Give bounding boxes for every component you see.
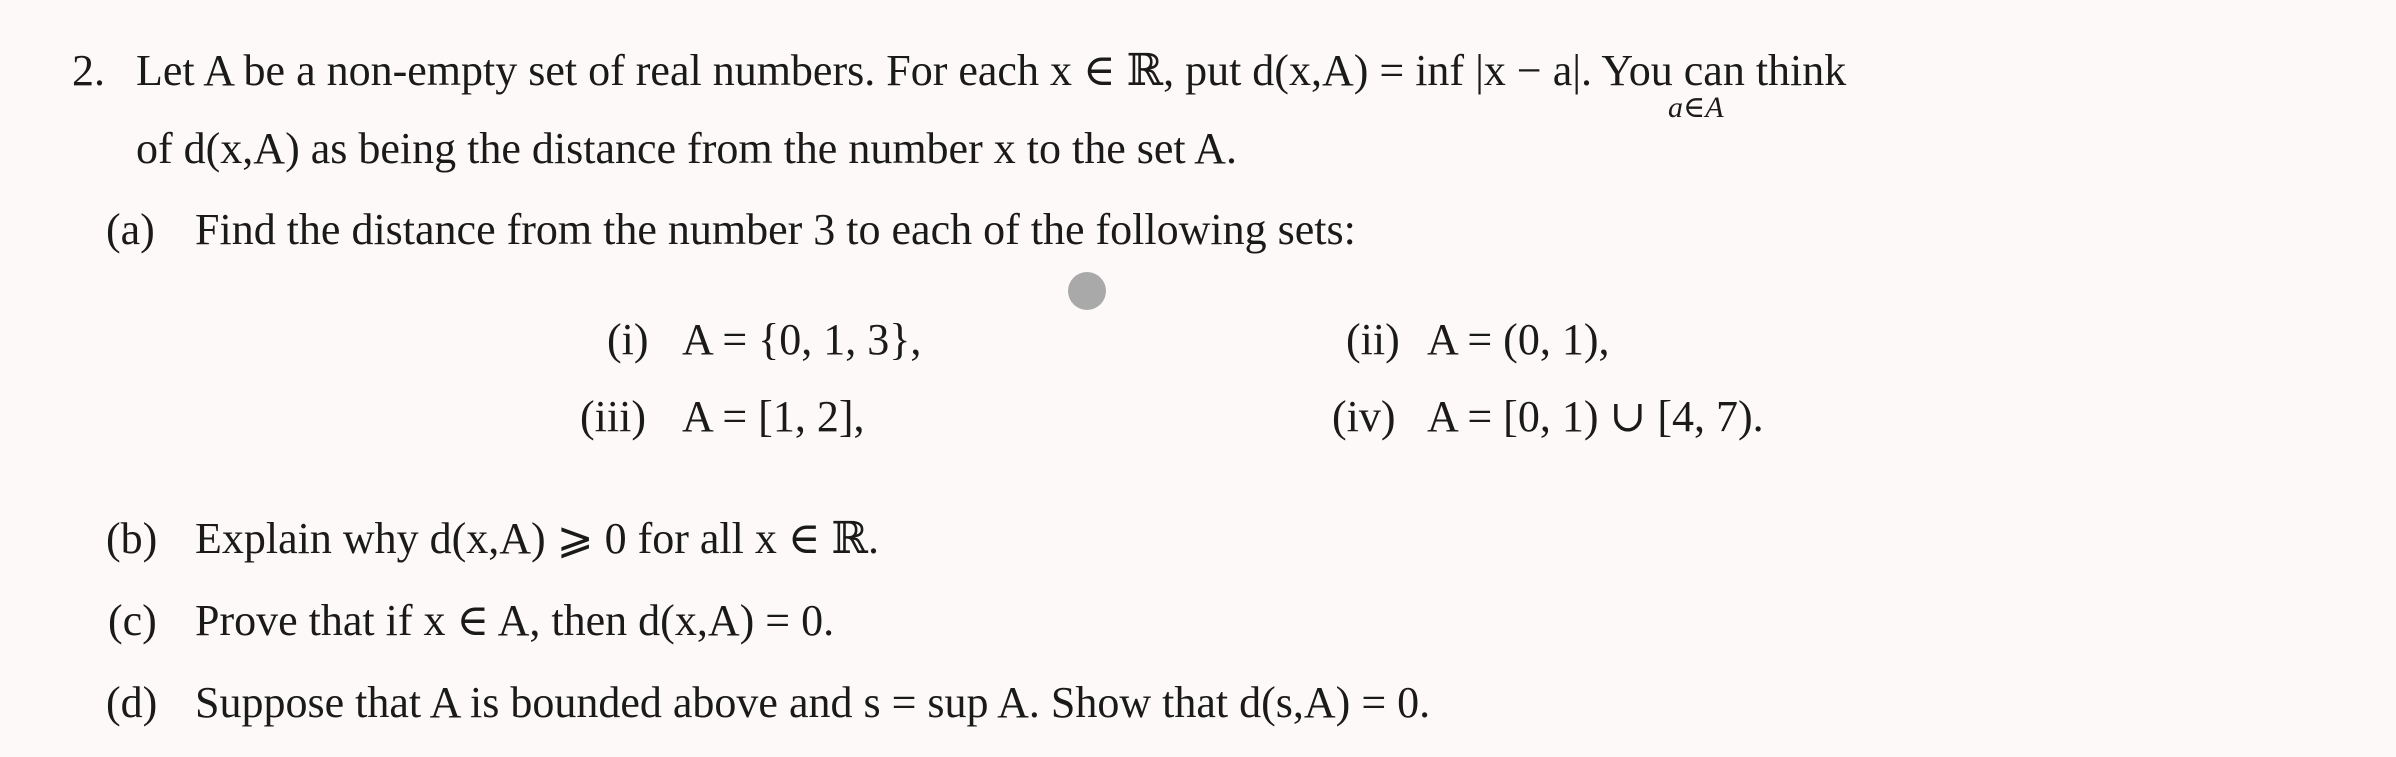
item-ii-label: (ii) (1346, 315, 1400, 364)
cursor-dot (1068, 272, 1106, 310)
part-c-label: (c) (108, 596, 157, 645)
part-d-label: (d) (106, 678, 158, 727)
part-b-label: (b) (106, 514, 158, 563)
item-i-expr: A = {0, 1, 3}, (682, 315, 922, 364)
item-iii-label: (iii) (580, 392, 646, 441)
problem-number: 2. (72, 46, 105, 95)
part-c-text: Prove that if x ∈ A, then d(x,A) = 0. (195, 596, 835, 645)
part-b-text: Explain why d(x,A) ⩾ 0 for all x ∈ ℝ. (195, 514, 879, 563)
intro-line-2: of d(x,A) as being the distance from the number x to the set A. (136, 124, 1237, 173)
item-i-label: (i) (607, 315, 649, 364)
part-a-text: Find the distance from the number 3 to each of the following sets: (195, 205, 1356, 254)
intro-line-1: Let A be a non-empty set of real numbers. For each x ∈ ℝ, put d(x,A) = inf |x − a|. You can think (136, 46, 1847, 95)
part-d-text: Suppose that A is bounded above and s = sup A. Show that d(s,A) = 0. (195, 678, 1431, 727)
item-iii-expr: A = [1, 2], (682, 392, 865, 441)
item-ii-expr: A = (0, 1), (1427, 315, 1610, 364)
inf-subscript: a∈A (1668, 91, 1724, 124)
part-a-label: (a) (106, 205, 155, 254)
item-iv-label: (iv) (1332, 392, 1396, 441)
item-iv-expr: A = [0, 1) ∪ [4, 7). (1427, 392, 1764, 441)
